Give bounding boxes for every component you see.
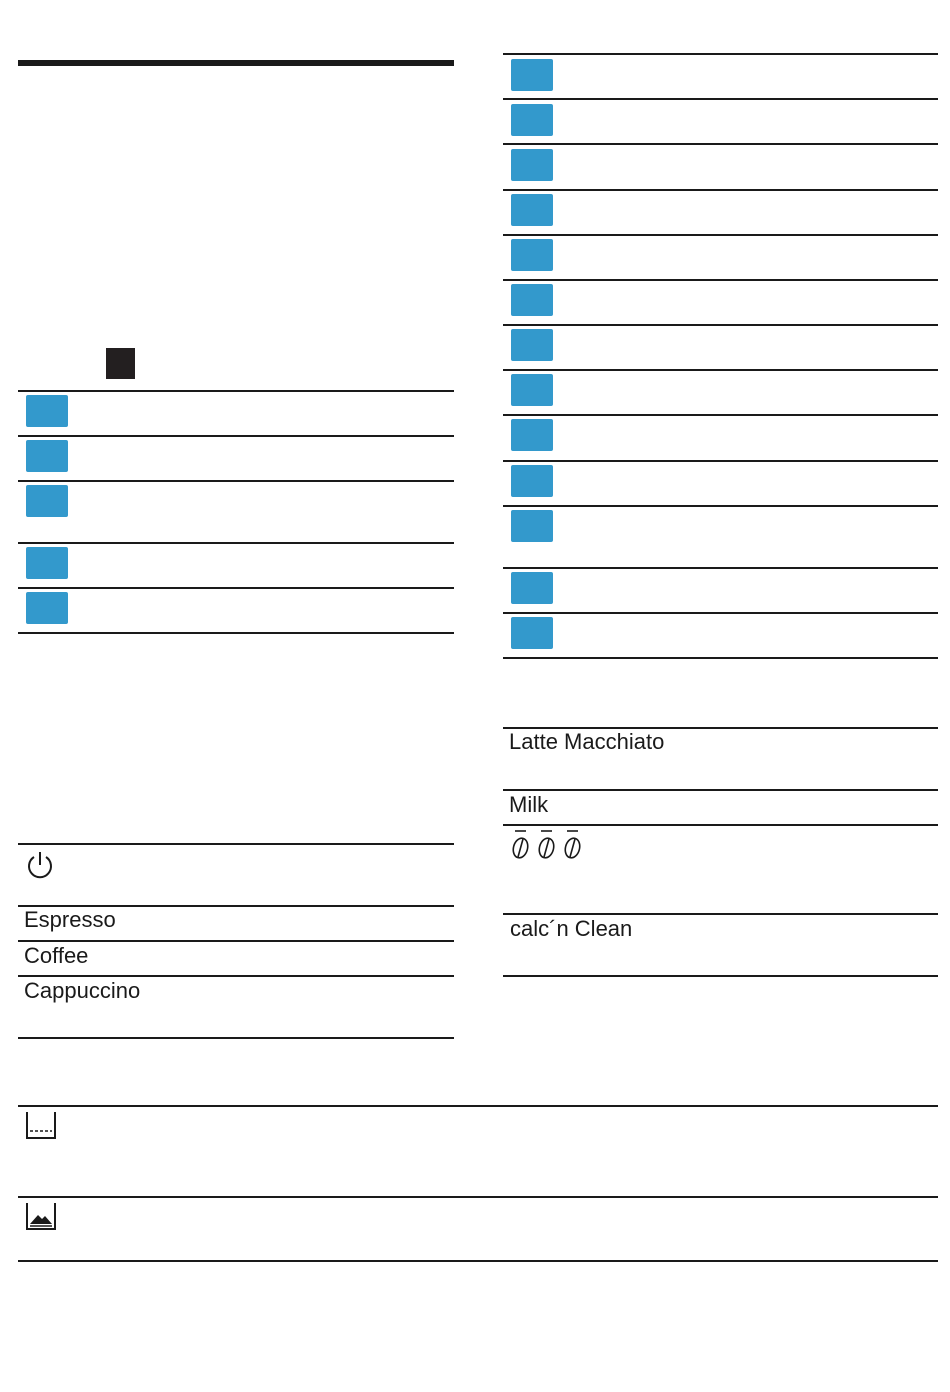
table-rule (503, 143, 938, 145)
table-rule (503, 189, 938, 191)
table-rule (18, 1105, 938, 1107)
black-square-icon (106, 348, 135, 379)
blue-key-marker (511, 572, 553, 604)
blue-key-marker (26, 592, 68, 624)
table-rule (503, 324, 938, 326)
espresso-label: Espresso (24, 907, 116, 932)
table-rule (18, 435, 454, 437)
table-rule (503, 279, 938, 281)
blue-key-marker (26, 547, 68, 579)
table-rule (503, 460, 938, 462)
water-tank-icon (24, 1110, 58, 1142)
drip-tray-icon (24, 1201, 58, 1233)
table-rule (503, 612, 938, 614)
latte-macchiato-label: Latte Macchiato (509, 729, 665, 754)
table-rule (18, 390, 454, 392)
blue-key-marker (511, 149, 553, 181)
table-rule (503, 824, 938, 826)
table-rule (503, 913, 938, 915)
table-rule (503, 567, 938, 569)
blue-key-marker (511, 284, 553, 316)
table-rule (503, 369, 938, 371)
table-rule (503, 657, 938, 659)
table-rule (503, 53, 938, 55)
blue-key-marker (26, 485, 68, 517)
power-icon (24, 849, 56, 881)
table-rule (18, 632, 454, 634)
table-rule (18, 587, 454, 589)
table-rule (18, 1260, 938, 1262)
calc-n-clean-label: calc´n Clean (510, 916, 633, 941)
blue-key-marker (511, 617, 553, 649)
blue-key-marker (511, 239, 553, 271)
milk-label: Milk (509, 792, 549, 817)
blue-key-marker (511, 59, 553, 91)
blue-key-marker (511, 329, 553, 361)
table-rule (503, 414, 938, 416)
blue-key-marker (26, 395, 68, 427)
blue-key-marker (26, 440, 68, 472)
coffee-label: Coffee (24, 943, 89, 968)
section-heading-rule (18, 60, 454, 66)
table-rule (503, 98, 938, 100)
cappuccino-label: Cappuccino (24, 978, 141, 1003)
table-rule (18, 1196, 938, 1198)
blue-key-marker (511, 374, 553, 406)
blue-key-marker (511, 194, 553, 226)
coffee-bean-strength-icon (509, 828, 585, 862)
table-rule (503, 505, 938, 507)
blue-key-marker (511, 510, 553, 542)
table-rule (18, 1037, 454, 1039)
table-rule (503, 975, 938, 977)
blue-key-marker (511, 419, 553, 451)
blue-key-marker (511, 465, 553, 497)
blue-key-marker (511, 104, 553, 136)
table-rule (503, 789, 938, 791)
table-rule (18, 940, 454, 942)
table-rule (18, 975, 454, 977)
table-rule (503, 234, 938, 236)
table-rule (18, 480, 454, 482)
table-rule (18, 843, 454, 845)
table-rule (18, 542, 454, 544)
